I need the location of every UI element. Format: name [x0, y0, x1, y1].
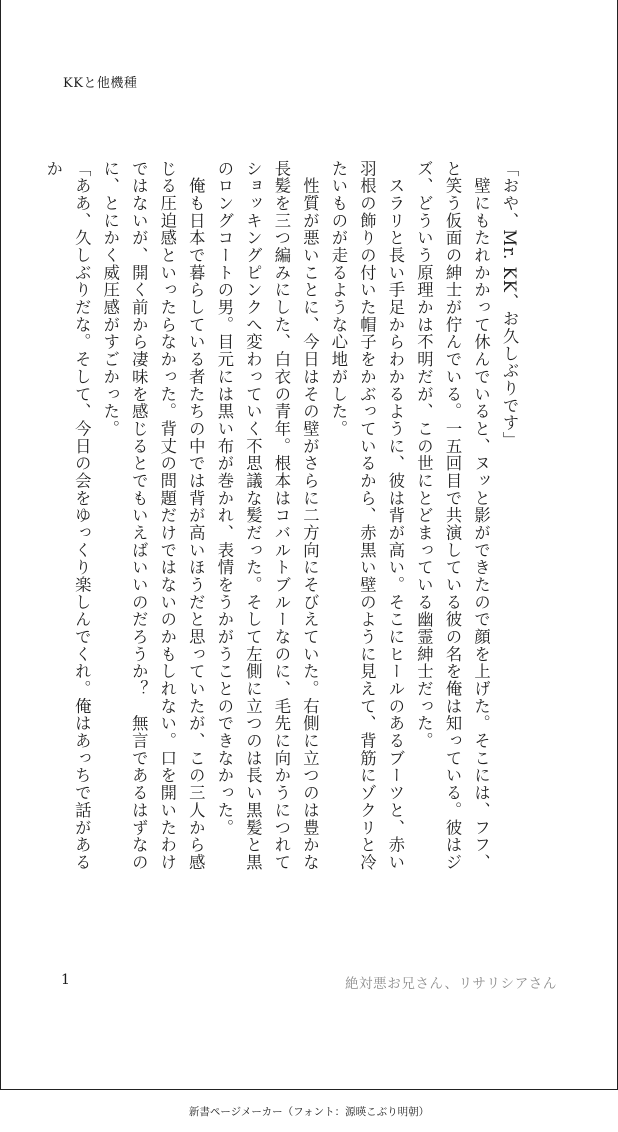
vertical-body-text [43, 160, 523, 885]
running-footer: 絶対悪お兄さん、リサリシアさん [344, 976, 557, 992]
paragraph: スラリと長い手足からわかるように、彼は背が高い。そこにヒールのあるブーツと、赤い羽根の飾りの付いた帽子をかぶっているから、赤黒い壁のように見えて、背筋にゾクリと冷たいものが走るような心地がした。 [328, 160, 405, 871]
paragraph: 「ああ、久しぶりだな。そして、今日の会をゆっくり楽しんでくれ。俺はあっちで話があるか [43, 160, 92, 871]
page-number: 1 [61, 972, 70, 988]
paragraph: 「おや、Mr. KK、お久しぶりです」 [500, 160, 519, 450]
generator-caption: 新書ページメーカー（フォント：源暎こぶり明朝） [188, 1106, 430, 1118]
paragraph: 性質が悪いことに、今日はその壁がさらに二方向にそびえていた。右側に立つのは豊かな長髪を三つ編みにした、白衣の青年。根本はコバルトブルーなのに、毛先に向かうにつれてショッキングピンクへ変わっていく不思議な髪だった。そして左側に立つのは長い黒髪と黒のロングコートの男。目元には黒い布が巻かれ、表情をうかがうことのできなかった。 [214, 160, 320, 871]
paragraph: 壁にもたれかかって休んでいると、ヌッと影ができたので顔を上げた。そこには、フフ、と笑う仮面の紳士が佇んでいる。一五回目で共演している彼の名を俺は知っている。彼はジズ、どういう原理かは不明だが、この世にとどまっている幽霊紳士だった。 [414, 160, 491, 871]
paragraph: 俺も日本で暮らしている者たちの中では背が高いほうだと思っていたが、この三人から感じる圧迫感といったらなかった。背丈の問題だけではないのかもしれない。口を開いたわけではないが、開く前から凄味を感じるとでもいえばいいのだろうか？ 無言であるはずなのに、とにかく威圧感がすごかった。 [100, 160, 206, 871]
chapter-title: KKと他機種 [63, 76, 138, 91]
